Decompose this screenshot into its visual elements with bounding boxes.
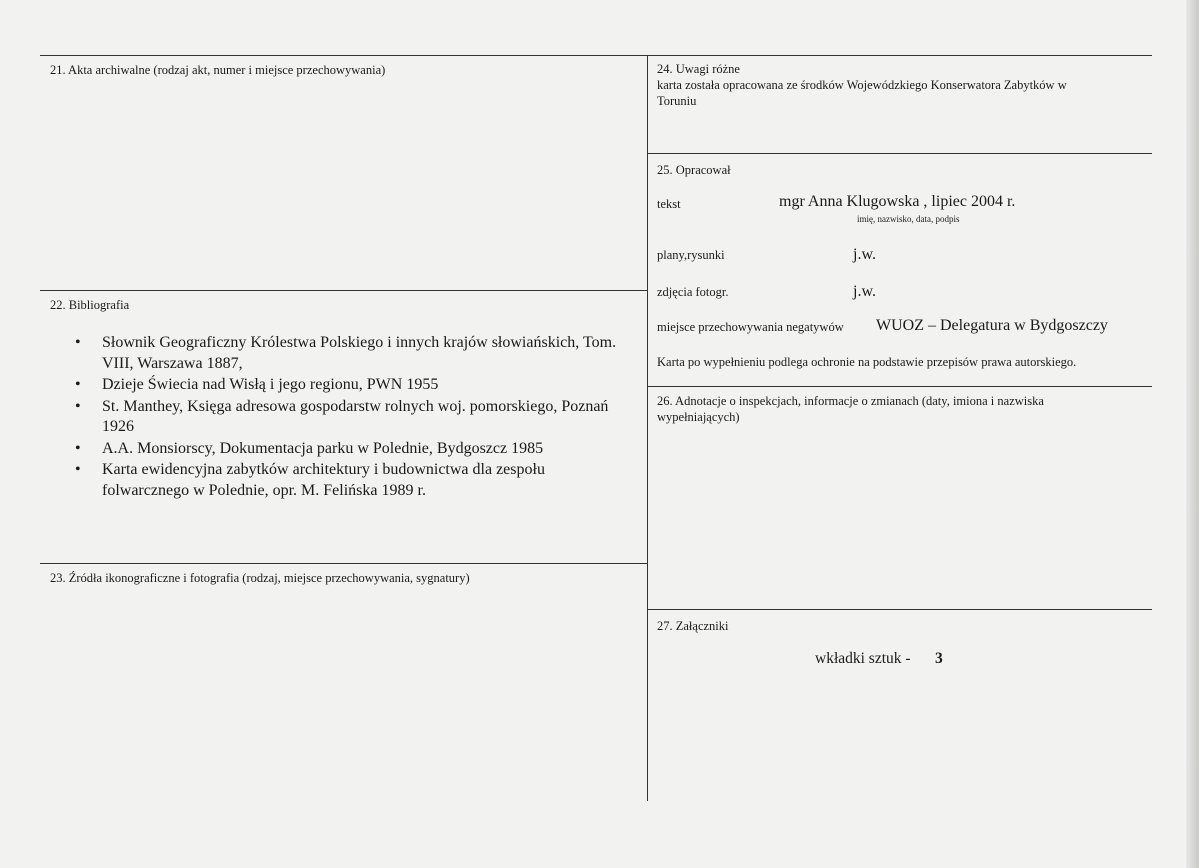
section-24-title: 24. Uwagi różne: [657, 62, 740, 76]
section-23-title: 23. Źródła ikonograficzne i fotografia (rodzaj, miejsce przechowywania, sygnatury): [50, 571, 470, 585]
miejsce-value: WUOZ – Delegatura w Bydgoszczy: [876, 317, 1108, 334]
copyright-note: Karta po wypełnieniu podlega ochronie na podstawie przepisów prawa autorskiego.: [657, 355, 1077, 369]
top-divider: [40, 55, 1152, 56]
tekst-label: tekst: [657, 197, 681, 211]
center-divider: [647, 55, 648, 801]
section-21-title: 21. Akta archiwalne (rodzaj akt, numer i miejsce przechowywania): [50, 63, 386, 77]
divider-24-25: [648, 153, 1152, 154]
bibliography-list: [75, 333, 635, 502]
divider-26-27: [648, 609, 1152, 610]
bibliography-item: • Słownik Geograficzny Królestwa Polskiego i innych krajów słowiańskich, Tom. VIII, Warszawa 1887,: [75, 333, 635, 374]
scan-edge-shadow: [1186, 0, 1199, 868]
section-27-title: 27. Załączniki: [657, 619, 729, 633]
tekst-caption: imię, nazwisko, data, podpis: [857, 214, 960, 224]
bibliography-item: • Karta ewidencyjna zabytków architektury i budownictwa dla zespołu folwarcznego w Polednie, opr. M. Felińska 1989 r.: [75, 460, 635, 501]
tekst-value: mgr Anna Klugowska , lipiec 2004 r.: [779, 193, 1016, 210]
wkladki-label: wkładki sztuk -: [815, 650, 911, 667]
section-24-note-line2: Toruniu: [657, 94, 697, 108]
divider-25-26: [648, 386, 1152, 387]
bibliography-item: • Dzieje Świecia nad Wisłą i jego regionu, PWN 1955: [75, 375, 635, 396]
zdjecia-value: j.w.: [853, 283, 876, 300]
wkladki-count: 3: [935, 650, 943, 667]
plany-value: j.w.: [853, 246, 876, 263]
section-26-title-line1: 26. Adnotacje o inspekcjach, informacje o zmianach (daty, imiona i nazwiska: [657, 394, 1044, 408]
section-24-note-line1: karta została opracowana ze środków Wojewódzkiego Konserwatora Zabytków w: [657, 78, 1067, 92]
section-25-title: 25. Opracował: [657, 163, 731, 177]
section-26-title-line2: wypełniających): [657, 410, 740, 424]
plany-label: plany,rysunki: [657, 248, 725, 262]
divider-22-23: [40, 563, 648, 564]
bibliography-item: • A.A. Monsiorscy, Dokumentacja parku w Polednie, Bydgoszcz 1985: [75, 439, 635, 460]
miejsce-label: miejsce przechowywania negatywów: [657, 320, 844, 334]
zdjecia-label: zdjęcia fotogr.: [657, 285, 729, 299]
bibliography-item: • St. Manthey, Księga adresowa gospodarstw rolnych woj. pomorskiego, Poznań 1926: [75, 397, 635, 438]
section-22-title: 22. Bibliografia: [50, 298, 130, 312]
divider-21-22: [40, 290, 648, 291]
